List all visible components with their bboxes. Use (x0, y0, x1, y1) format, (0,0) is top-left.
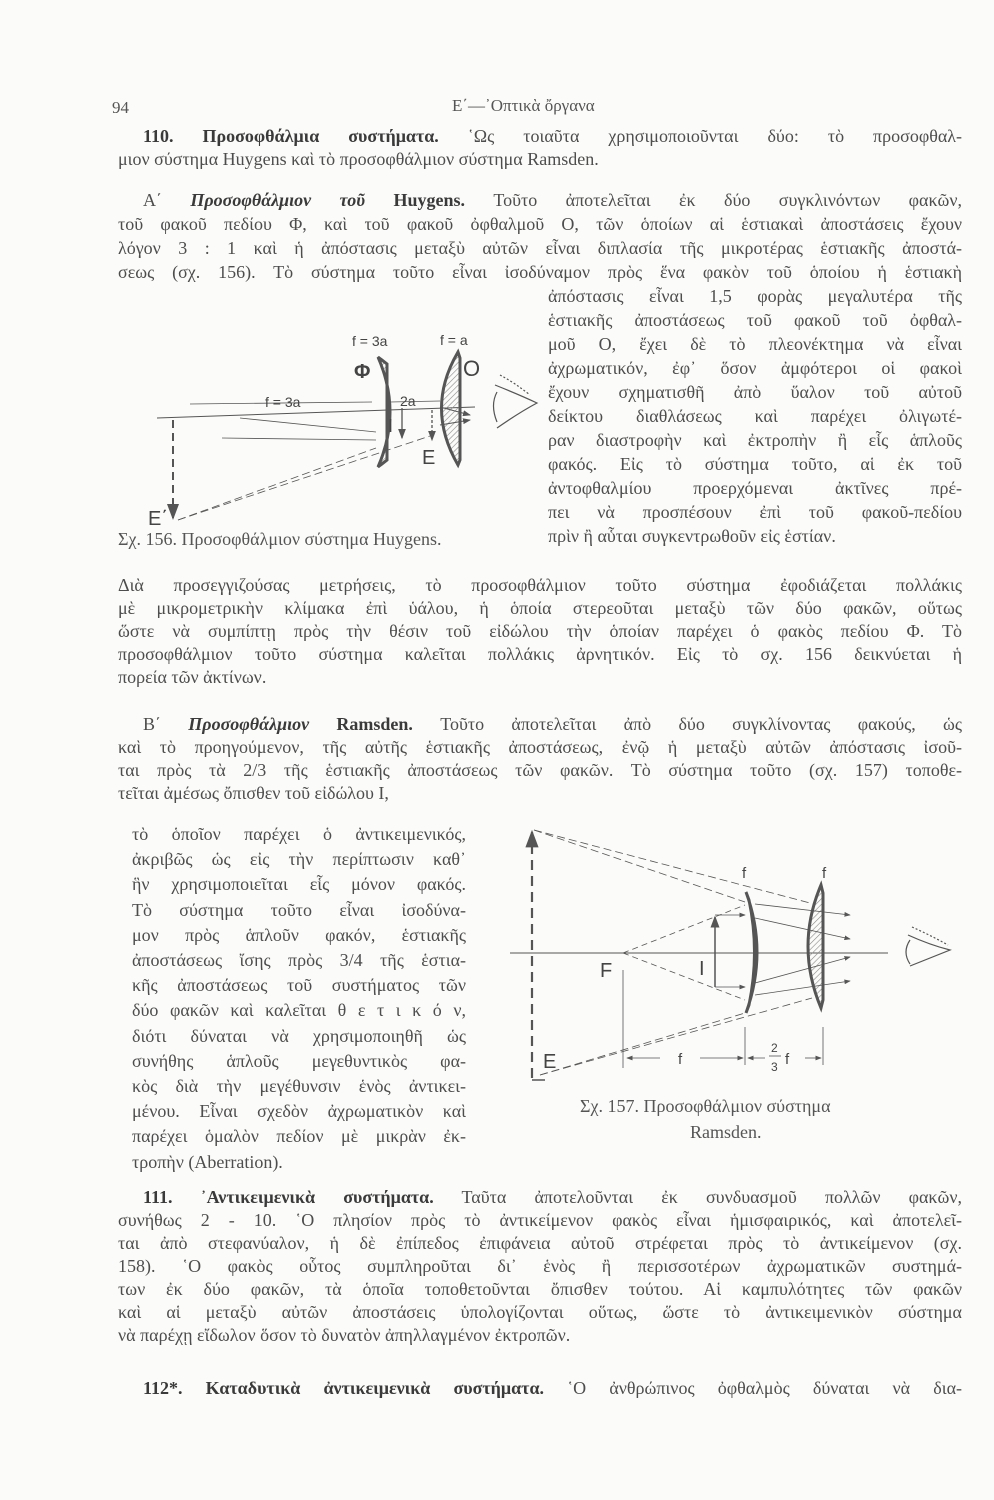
body-text: πρὶν ἢ αὗται συγκεντρωθοῦν εἰς ἑστίαν. (548, 526, 836, 546)
body-text: δύο φακῶν καὶ καλεῖται θ ε τ ι κ ό ν, (132, 1000, 466, 1021)
optical-axis (157, 407, 475, 418)
label-e: E (543, 1051, 557, 1073)
heading-text: 110. Προσοφθάλμια συστήματα. (143, 126, 439, 146)
body-text: ἔχουν σχηματισθῆ ἀπὸ ὕαλον τοῦ αὐτοῦ (548, 382, 962, 402)
heading-text: Ramsden. (309, 714, 413, 734)
body-text: Τὸ σύστημα τοῦτο εἶναι ἰσοδύνα- (132, 899, 466, 920)
label-i: I (388, 416, 394, 436)
dashed-ray (534, 830, 810, 903)
label-frac-den: 3 (771, 1060, 778, 1074)
body-text: ἀπόστασις εἶναι 1,5 φορὰς μεγαλυτέρα τῆς (548, 286, 962, 306)
page-number: 94 (112, 98, 129, 117)
ray (755, 904, 850, 915)
body-text: τοῦ φακοῦ πεδίου Φ, καὶ τοῦ φακοῦ ὀφθαλμοῦ Ο, τῶν ὁποίων αἱ ἑστιακαὶ ἀποστάσεις ἔχουν (118, 214, 962, 234)
figure-157-ramsden-diagram (510, 830, 950, 1080)
label-f-dim: f = 3a (265, 394, 301, 410)
dashed-ray (540, 1013, 745, 1075)
body-text: δείκτου διαθλάσεως καὶ παρέχει ὀλιγωτέ- (548, 406, 962, 426)
body-text: ἣν χρησιμοποιεῖται εἷς μόνον φακός. (132, 874, 466, 895)
body-text: συνήθως 2 - 10. ῾Ο πλησίον πρὸς τὸ ἀντικείμενον φακὸς εἶναι ἡμισφαιρικός, καὶ ἀποτελεῖ- (118, 1210, 962, 1230)
body-text: καὶ αἱ μεταξὺ αὐτῶν ἀποστάσεις ὑπολογίζονται οὕτως, ὥστε τὸ ἀντικειμενικὸν σύστημα (118, 1302, 962, 1322)
body-text: Τοῦτο ἀποτελεῖται ἐκ δύο συγκλινόντων φακῶν, (465, 190, 962, 210)
dashed-ray (534, 830, 745, 902)
body-text: Ταῦτα ἀποτελοῦνται ἐκ συνδυασμοῦ πολλῶν φακῶν, (433, 1187, 962, 1207)
body-text: προσοφθάλμιον τοῦτο σύστημα καλεῖται πολλάκις ἀρνητικόν. Εἰς τὸ σχ. 156 δεικνύεται ἡ (118, 644, 962, 664)
body-text: ἑστιακῆς ἀποστάσεως τοῦ φακοῦ τοῦ ὀφθαλ- (548, 310, 962, 330)
label-phi: Φ (354, 361, 371, 383)
body-text: μένου. Εἶναι σχεδὸν ἀχρωματικὸν καὶ (132, 1101, 466, 1122)
body-text: μιον σύστημα Huygens καὶ τὸ προσοφθάλμιον σύστημα Ramsden. (118, 149, 599, 169)
body-text: Τοῦτο ἀποτελεῖται ἀπὸ δύο συγκλίνοντας φακούς, ὡς (412, 714, 962, 734)
label-focus-f: F (600, 960, 613, 982)
body-text: συνήθης ἁπλοῦς μεγεθυντικὸς φα- (132, 1050, 466, 1071)
dashed-ray (623, 905, 745, 953)
body-text: καὶ τὸ προηγούμενον, τῆς αὐτῆς ἑστιακῆς ἀποστάσεως, ἐνῷ ἡ μεταξὺ αὐτῶν ἀπόστασις ἰσοῦ- (118, 737, 962, 757)
label-frac-num: 2 (771, 1041, 778, 1055)
dashed-ray (178, 448, 376, 520)
dashed-ray (623, 953, 745, 1000)
heading-text: Huygens. (365, 190, 466, 210)
body-text: τὸ ὁποῖον παρέχει ὁ ἀντικειμενικός, (132, 824, 466, 844)
body-text: τεῖται ἀμέσως ὄπισθεν τοῦ εἰδώλου Ι, (118, 783, 389, 803)
body-text: ται ἀπὸ στεφανύαλον, ἡ δὲ ἐπίπεδος ἐπιφάνεια αὐτοῦ στρέφεται πρὸς τὸ ἀντικείμενον (σχ. (118, 1233, 962, 1253)
running-header: Ε΄—᾿Οπτικὰ ὄργανα (452, 96, 595, 115)
label-2a: 2a (400, 393, 416, 409)
figure-157-caption-line1: Σχ. 157. Προσοφθάλμιον σύστημα (580, 1096, 831, 1116)
eye-icon (494, 375, 538, 428)
body-text: ἀποστάσεως ἴσης πρὸς 3/4 τῆς ἑστια- (132, 950, 466, 970)
body-text: ἀκριβῶς ὡς εἰς τὴν περίπτωσιν καθ᾿ (132, 849, 466, 870)
ray (755, 957, 850, 983)
heading-text: 111. ᾿Αντικειμενικὰ συστήματα. (143, 1187, 434, 1207)
heading-text: Προσοφθάλμιον (188, 714, 310, 734)
body-text: μὲ μικρομετρικὴν κλίμακα ἐπὶ ὑάλου, ἡ ὁποία στερεοῦται μεταξὺ τῶν δύο φακῶν, οὕτως (118, 598, 962, 618)
body-text: λόγον 3 : 1 καὶ ἡ ἀπόστασις μεταξὺ αὐτῶν εἶναι διπλασία τῆς μικροτέρας ἑστιακῆς ἀποστά- (118, 238, 962, 258)
body-text: 158). ῾Ο φακὸς οὗτος συμπληροῦται δι᾿ ἑνὸς ἢ περισσοτέρων ἀχρωματικῶν συστημά- (118, 1256, 962, 1276)
label-i: I (699, 958, 705, 980)
ray (222, 438, 376, 440)
body-text: παρέχει ὁμαλὸν πεδίον μὲ μικρὰν ἐκ- (132, 1126, 466, 1147)
body-text: ὥστε νὰ συμπίπτῃ πρὸς τὴν θέσιν τοῦ εἰδώλου τὴν ὁποίαν παρέχει ὁ φακὸς πεδίου Φ. Τὸ (118, 621, 962, 641)
lens-2 (808, 885, 823, 1008)
ray (755, 981, 850, 995)
body-text: σεως (σχ. 156). Τὸ σύστημα τοῦτο εἶναι ἰσοδύναμον πρὸς ἕνα φακὸν τοῦ ὁποίου ἡ ἑστιακὴ (118, 262, 962, 282)
body-text: ται πρὸς τὰ 2/3 τῆς ἑστιακῆς ἀποστάσεως τῶν φακῶν. Τὸ σύστημα τοῦτο (σχ. 157) τοποθε- (118, 760, 962, 780)
label-e: E (422, 447, 436, 469)
body-text: φακός. Εἰς τὸ σύστημα τοῦτο, αἱ ἐκ τοῦ (548, 454, 962, 474)
eye-icon (906, 927, 950, 966)
label-e-prime: E΄ (148, 508, 168, 530)
body-text: πορεία τῶν ἀκτίνων. (118, 667, 267, 687)
label-f-field: f = 3a (352, 333, 388, 349)
body-text: μοῦ Ο, ἔχει δὲ τὸ πλεονέκτημα νὰ εἶναι (548, 334, 962, 354)
body-text: Διὰ προσεγγιζούσας μετρήσεις, τὸ προσοφθάλμιον τοῦτο σύστημα ἐφοδιάζεται πολλάκις (118, 575, 962, 595)
body-text: πει νὰ προσπέσουν ἐπὶ τοῦ φακοῦ-πεδίου (548, 502, 962, 522)
ray (240, 418, 376, 432)
body-text: νὰ παρέχῃ εἴδωλον ὅσον τὸ δυνατὸν ἀπηλλαγμένον ἐκτροπῶν. (118, 1325, 571, 1345)
body-text: των ἐκ δύο φακῶν, τὰ ὁποῖα τοποθετοῦνται ὄπισθεν τούτου. Αἱ καμπυλότητες τῶν φακῶν (118, 1279, 962, 1299)
field-lens-phi (378, 357, 390, 467)
body-text: Β΄ (143, 714, 189, 734)
ray (755, 918, 850, 939)
body-text: ραν διαστροφὴν καὶ ἐκτροπὴν ἢ εἷς ἁπλοῦς (548, 430, 962, 450)
body-text: Α΄ (143, 190, 191, 210)
body-text: ῾Ως τοιαῦτα χρησιμοποιοῦνται δύο: τὸ προσοφθαλ- (438, 126, 962, 146)
dashed-ray (178, 436, 430, 520)
body-text: κῆς ἀποστάσεως τοῦ συστήματος τῶν (132, 975, 466, 996)
body-text: κὸς διὰ τὴν μεγέθυνσιν ἑνὸς ἀντικει- (132, 1076, 466, 1096)
label-f-lens1: f (742, 865, 747, 882)
body-text: διότι δύναται νὰ χρησιμοποιηθῆ ὡς (132, 1025, 466, 1046)
body-text: ἀχρωματικόν, ἐφ᾿ ὅσον ἀμφότεροι οἱ φακοὶ (548, 358, 962, 378)
body-text: μον πρὸς ἁπλοῦν φακόν, ἑστιακῆς (132, 924, 466, 945)
heading-text: Προσοφθάλμιον τοῦ (190, 190, 366, 210)
label-f-eye: f = a (440, 332, 468, 348)
figure-157-caption-line2: Ramsden. (690, 1122, 762, 1142)
body-text: τροπὴν (Aberration). (132, 1151, 283, 1172)
label-frac-f: f (785, 1051, 790, 1068)
label-f-dim: f (678, 1051, 683, 1068)
body-text: ἀντοφθαλμίου προερχόμεναι ἀκτῖνες πρέ- (548, 478, 962, 498)
label-o: O (463, 356, 481, 381)
figure-156-huygens-diagram (148, 332, 537, 530)
figure-156-caption: Σχ. 156. Προσοφθάλμιον σύστημα Huygens. (118, 529, 442, 549)
heading-text: 112*. Καταδυτικὰ ἀντικειμενικὰ συστήματα. (143, 1378, 545, 1398)
body-text: ῾Ο ἀνθρώπινος ὀφθαλμὸς δύναται νὰ δια- (544, 1378, 963, 1398)
label-f-lens2: f (822, 865, 827, 882)
